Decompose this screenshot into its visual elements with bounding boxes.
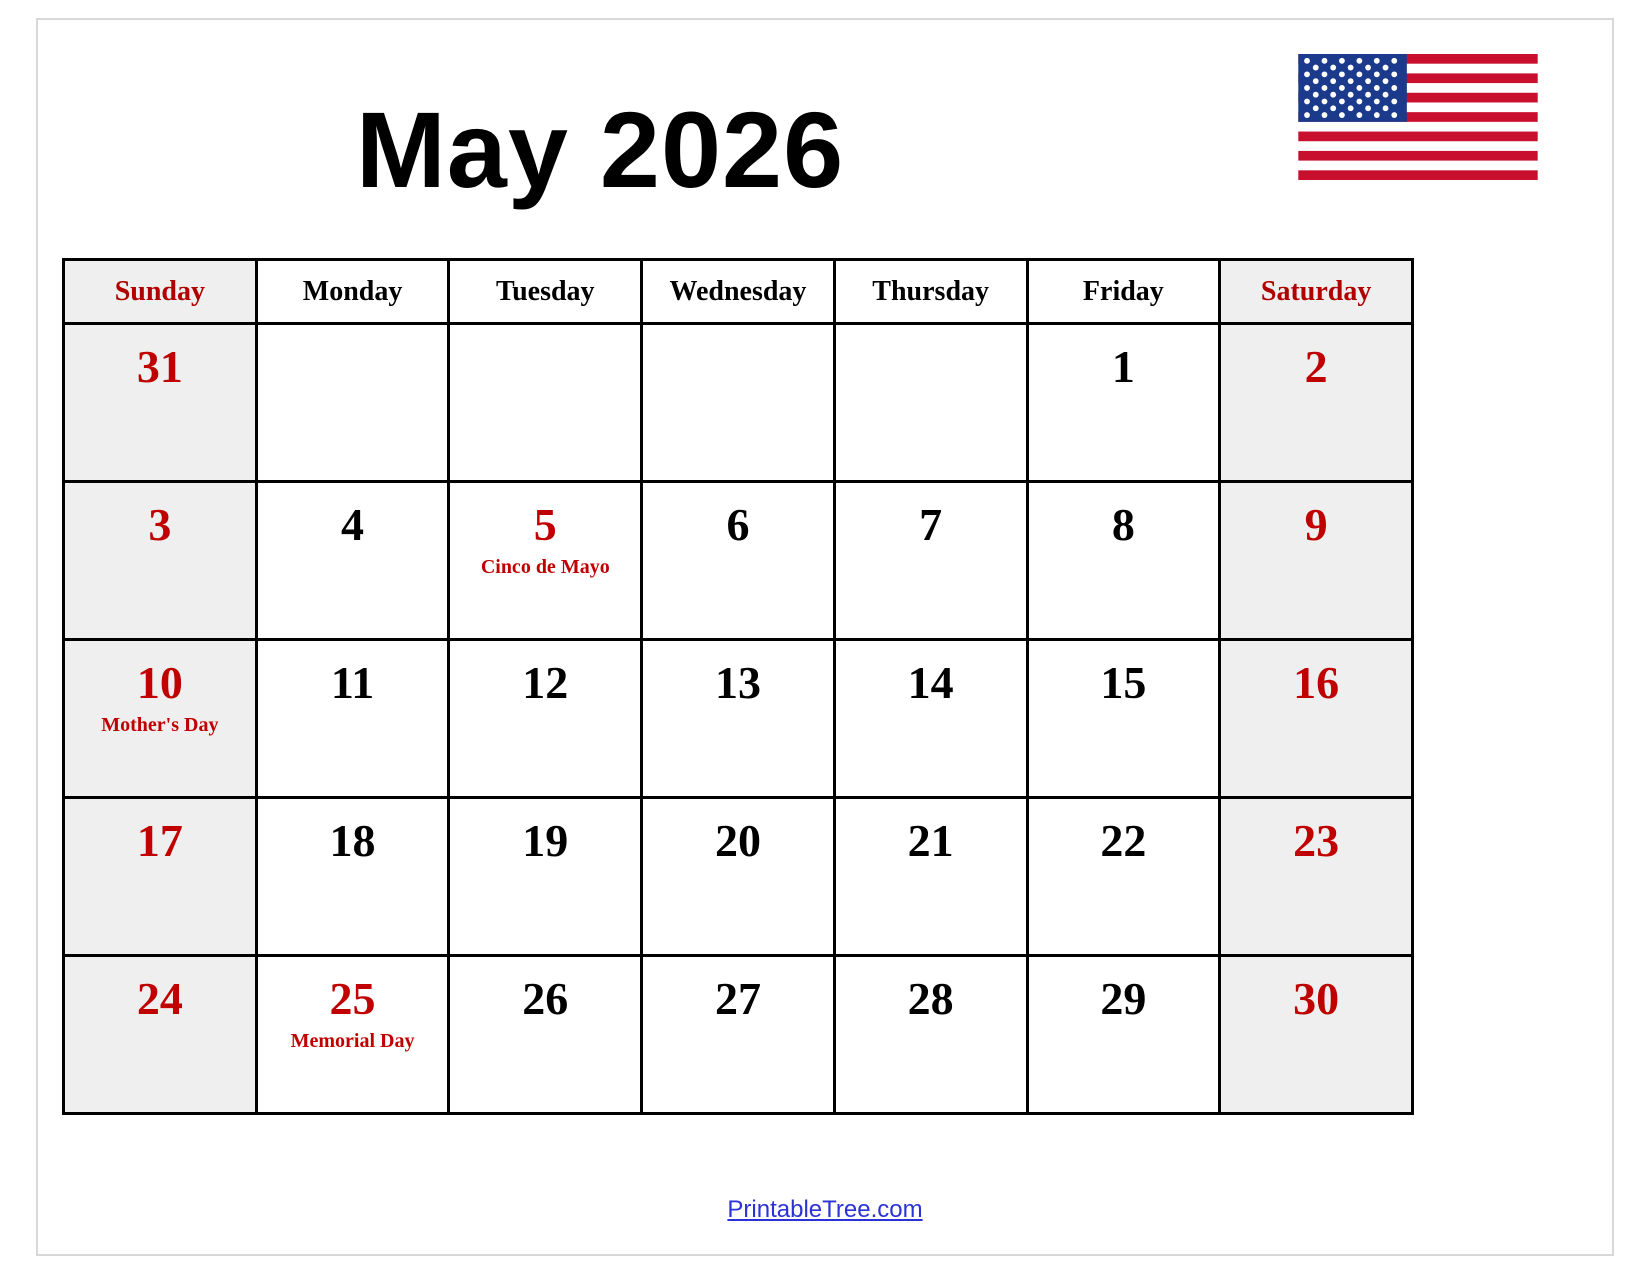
weekday-header-wednesday: Wednesday	[642, 260, 835, 324]
footer	[0, 1196, 1650, 1224]
day-number: 8	[1111, 499, 1135, 550]
day-number: 15	[1100, 657, 1147, 708]
day-number: 17	[136, 815, 183, 866]
weekday-header-row	[64, 260, 1413, 324]
day-cell[interactable]	[64, 956, 257, 1114]
day-cell[interactable]	[834, 798, 1027, 956]
day-cell[interactable]	[1027, 956, 1220, 1114]
day-cell[interactable]	[256, 640, 449, 798]
weekday-header-saturday: Saturday	[1220, 260, 1413, 324]
day-number: 30	[1293, 973, 1340, 1024]
day-cell[interactable]	[449, 798, 642, 956]
day-cell[interactable]	[1220, 956, 1413, 1114]
weekday-header-monday: Monday	[256, 260, 449, 324]
day-number: 3	[148, 499, 172, 550]
day-cell[interactable]	[64, 640, 257, 798]
day-cell[interactable]	[1027, 324, 1220, 482]
day-number: 28	[907, 973, 954, 1024]
day-cell[interactable]	[1027, 640, 1220, 798]
day-number: 26	[522, 973, 569, 1024]
day-cell[interactable]	[64, 798, 257, 956]
day-number: 12	[522, 657, 569, 708]
page-title: May 2026	[355, 89, 845, 210]
day-number	[258, 325, 448, 341]
calendar-header	[60, 90, 1590, 230]
day-cell[interactable]	[256, 324, 449, 482]
day-event: Mother's Day	[101, 714, 219, 736]
day-cell[interactable]	[1220, 324, 1413, 482]
day-cell[interactable]	[642, 640, 835, 798]
day-cell[interactable]	[1220, 482, 1413, 640]
day-number: 19	[522, 815, 569, 866]
day-number: 25	[329, 973, 376, 1024]
day-number: 20	[714, 815, 761, 866]
day-number: 16	[1293, 657, 1340, 708]
day-number: 13	[714, 657, 761, 708]
day-cell[interactable]	[256, 798, 449, 956]
day-cell[interactable]	[834, 956, 1027, 1114]
day-number: 2	[1304, 341, 1328, 392]
day-cell[interactable]	[449, 482, 642, 640]
day-number: 11	[330, 657, 375, 708]
day-cell[interactable]	[642, 956, 835, 1114]
day-cell[interactable]	[642, 324, 835, 482]
week-row	[64, 324, 1413, 482]
day-number: 23	[1293, 815, 1340, 866]
day-event: Memorial Day	[290, 1030, 415, 1052]
day-cell[interactable]	[834, 324, 1027, 482]
day-number: 21	[907, 815, 954, 866]
day-number: 10	[136, 657, 183, 708]
day-number	[836, 325, 1026, 341]
printabletree-link[interactable]: PrintableTree.com	[727, 1196, 923, 1223]
day-number: 24	[136, 973, 183, 1024]
day-number: 14	[907, 657, 954, 708]
day-cell[interactable]	[834, 640, 1027, 798]
weekday-header-thursday: Thursday	[834, 260, 1027, 324]
day-number: 27	[714, 973, 761, 1024]
day-cell[interactable]	[1027, 798, 1220, 956]
day-number: 5	[533, 499, 557, 550]
month-grid	[62, 258, 1414, 1115]
week-row	[64, 956, 1413, 1114]
day-number: 1	[1111, 341, 1135, 392]
day-number: 31	[136, 341, 183, 392]
day-cell[interactable]	[449, 640, 642, 798]
day-number: 6	[726, 499, 750, 550]
day-cell[interactable]	[256, 482, 449, 640]
day-cell[interactable]	[1220, 640, 1413, 798]
day-cell[interactable]	[64, 482, 257, 640]
week-row	[64, 798, 1413, 956]
week-row	[64, 482, 1413, 640]
weekday-header-tuesday: Tuesday	[449, 260, 642, 324]
day-number	[643, 325, 833, 341]
day-number: 7	[919, 499, 943, 550]
day-number: 4	[341, 499, 365, 550]
day-cell[interactable]	[1220, 798, 1413, 956]
united-states-flag-icon	[1298, 54, 1538, 232]
day-number: 29	[1100, 973, 1147, 1024]
day-cell[interactable]	[642, 482, 835, 640]
week-row	[64, 640, 1413, 798]
day-cell[interactable]	[642, 798, 835, 956]
day-cell[interactable]	[449, 956, 642, 1114]
day-event: Cinco de Mayo	[480, 556, 610, 578]
day-cell[interactable]	[256, 956, 449, 1114]
day-cell[interactable]	[834, 482, 1027, 640]
day-number: 9	[1304, 499, 1328, 550]
weekday-header-sunday: Sunday	[64, 260, 257, 324]
day-cell[interactable]	[64, 324, 257, 482]
day-cell[interactable]	[449, 324, 642, 482]
day-number: 18	[329, 815, 376, 866]
day-number: 22	[1100, 815, 1147, 866]
day-number	[450, 325, 640, 341]
weekday-header-friday: Friday	[1027, 260, 1220, 324]
day-cell[interactable]	[1027, 482, 1220, 640]
